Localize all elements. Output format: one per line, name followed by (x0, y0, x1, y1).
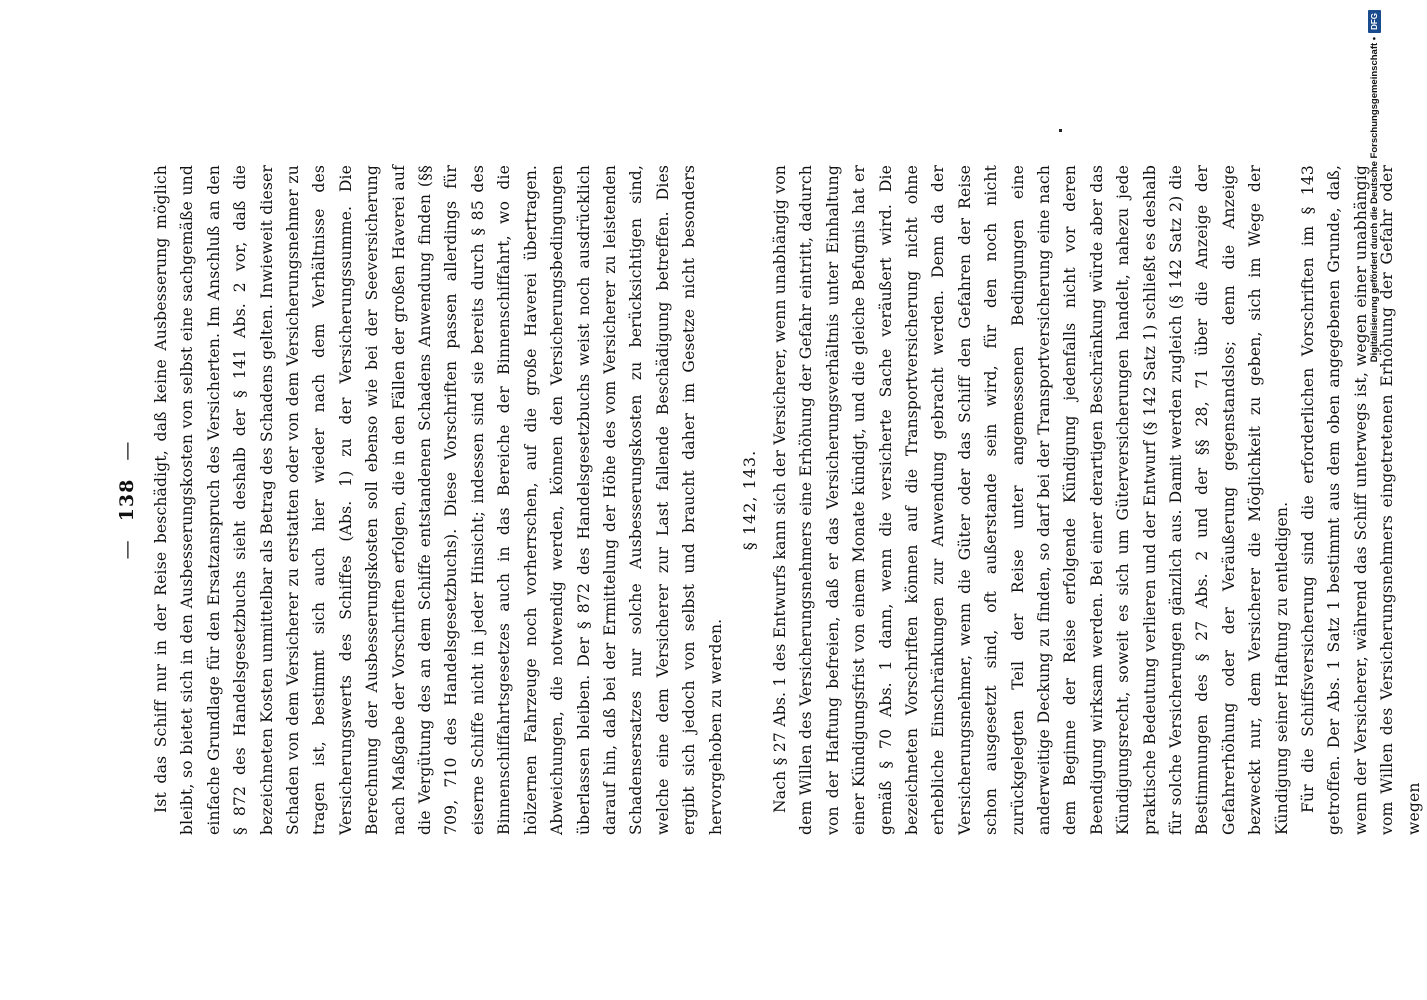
page-header (110, 165, 144, 835)
header-dash-left: — (116, 539, 138, 560)
section-title: § 142, 143. (739, 449, 759, 551)
paragraph: Ist das Schiff nur in der Reise beschädigt, daß keine Ausbesserung möglich bleibt, so bietet sich in den Ausbesserungskosten von selbst eine sachgemäße und einfache Grundlage für den Ersatzanspruch des Versicherten. Im Anschluß an den § 872 des Handelsgesetzbuchs sieht deshalb der § 141 Abs. 2 vor, daß die bezeichneten Kosten unmittelbar als Betrag des Schadens gelten. Inwieweit dieser Schaden von dem Versicherer zu erstatten oder von dem Versicherungsnehmer zu tragen ist, bestimmt sich auch hier wieder nach dem Verhältnisse des Versicherungswerts des Schiffes (Abs. 1) zu der Versicherungssumme. Die Berechnung der Ausbesserungskosten soll ebenso wie bei der Seeversicherung nach Maßgabe der Vorschriften erfolgen, die in den Fällen der großen Haverei auf die Vergütung des an dem Schiffe entstandenen Schadens Anwendung finden (§§ 709, 710 des Handelsgesetzbuchs). Diese Vorschriften passen allerdings für eiserne Schiffe nicht in jeder Hinsicht; indessen sind sie bereits durch § 85 des Binnenschiffahrtsgesetzes auch in das Bereiche der Binnenschiffahrt, wo die hölzernen Fahrzeuge noch vorherrschen, auf die große Haverei übertragen. Abweichungen, die notwendig werden, können den Versicherungsbedingungen überlassen bleiben. Der § 872 des Handelsgesetzbuchs weist noch ausdrücklich darauf hin, daß bei der Ermittelung der Höhe des vom Versicherer zu leistenden Schadensersatzes nur solche Ausbesserungskosten zu berücksichtigen sind, welche eine dem Versicherer zur Last fallende Beschädigung betreffen. Dies ergibt sich jedoch von selbst und braucht daher im Gesetze nicht besonders hervorgehoben zu werden. (152, 165, 725, 835)
header-dash-right: — (116, 440, 138, 461)
scan-speck (1059, 129, 1062, 132)
credit-line (1366, 10, 1382, 990)
page-number: 138 (116, 478, 138, 522)
paragraph: Nach § 27 Abs. 1 des Entwurfs kann sich der Versicherer, wenn unabhängig von dem Willen des Versicherungsnehmers eine Erhöhung der Gefahr eintritt, dadurch von der Haftung befreien, daß er das Versicherungsverhältnis unter Einhaltung einer Kündigungsfrist von einem Monate kündigt, und die gleiche Befugnis hat er gemäß § 70 Abs. 1 dann, wenn die versicherte Sache veräußert wird. Die bezeichneten Vorschriften können auf die Transportversicherung nicht ohne erhebliche Einschränkungen zur Anwendung gebracht werden. Denn da der Versicherungsnehmer, wenn die Güter oder das Schiff den Gefahren der Reise schon ausgesetzt sind, oft außerstande sein wird, für den noch nicht zurückgelegten Teil der Reise unter angemessenen Bedingungen eine anderweitige Deckung zu finden, so darf bei der Transportversicherung eine nach dem Beginne der Reise erfolgende Kündigung jedenfalls nicht vor deren Beendigung wirksam werden. Bei einer derartigen Beschränkung würde aber das Kündigungsrecht, soweit es sich um Güterversicherungen handelt, nahezu jede praktische Bedeutung verlieren und der Entwurf (§ 142 Satz 1) schließt es deshalb für solche Versicherungen gänzlich aus. Damit werden zugleich (§ 142 Satz 2) die Bestimmungen des § 27 Abs. 2 und der §§ 28, 71 über die Anzeige der Gefahrerhöhung oder der Veräußerung gegenstandslos; denn die Anzeige bezweckt nur, dem Versicherer die Möglichkeit zu geben, sich im Wege der Kündigung seiner Haftung zu entledigen. (770, 165, 1291, 835)
credit-text: Digitalisierung gefördert durch die Deutsche Forschungsgemeinschaft • (1368, 36, 1380, 363)
digitization-credit (1366, 10, 1382, 990)
paragraph: Für die Schiffsversicherung sind die erforderlichen Vorschriften im § 143 getroffen. Der Abs. 1 Satz 1 bestimmt aus dem oben angegebenen Grunde, daß, wenn der Versicherer, während das Schiff unterwegs ist, wegen einer unabhängig vom Willen des Versicherungsnehmers eingetretenen Erhöhung der Gefahr oder wegen (1299, 165, 1423, 835)
dfg-logo: DFG (1368, 10, 1381, 33)
